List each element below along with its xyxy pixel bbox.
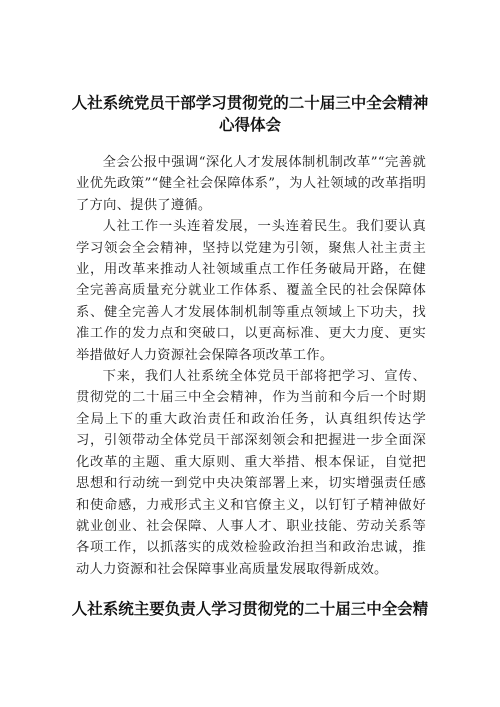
document-title-line-2: 心得体会 — [218, 116, 281, 134]
body-paragraph-2: 人社工作一头连着发展，一头连着民生。我们要认真学习领会全会精神，坚持以党建为引领，聚焦人社主责主业，用改革来推动人社领域重点工作任务破局开路，在健全完善高质量充分就业工作体系、覆盖全民的社会保障体系、健全完善人才发展体制机制等重点领域上下功夫，找准工作的发力点和突破口，以更高标准、更大力度、更实举措做好人力资源社会保障各项改革工作。 — [76, 219, 426, 363]
document-title-line-1: 人社系统党员干部学习贯彻党的二十届三中全会精神 — [71, 94, 429, 112]
body-paragraph-3: 下来，我们人社系统全体党员干部将把学习、宣传、贯彻党的二十届三中全会精神，作为当前和今后一个时期全局上下的重大政治责任和政治任务，认真组织传达学习，引领带动全体党员干部深刻领会和把握进一步全面深化改革的主题、重大原则、重大举措、根本保证，自觉把思想和行动统一到党中央决策部署上来，切实增强责任感和使命感，力戒形式主义和官僚主义，以钉钉子精神做好就业创业、社会保障、人事人才、职业技能、劳动关系等各项工作，以抓落实的成效检验政治担当和政治忠诚，推动人力资源和社会保障事业高质量发展取得新成效。 — [76, 369, 426, 577]
body-paragraph-1: 全会公报中强调“深化人才发展体制机制改革”“完善就业优先政策”“健全社会保障体系”，为人社领域的改革指明了方向、提供了遵循。 — [76, 155, 426, 213]
document-body — [76, 152, 426, 580]
next-section-title: 人社系统主要负责人学习贯彻党的二十届三中全会精 — [71, 600, 429, 618]
